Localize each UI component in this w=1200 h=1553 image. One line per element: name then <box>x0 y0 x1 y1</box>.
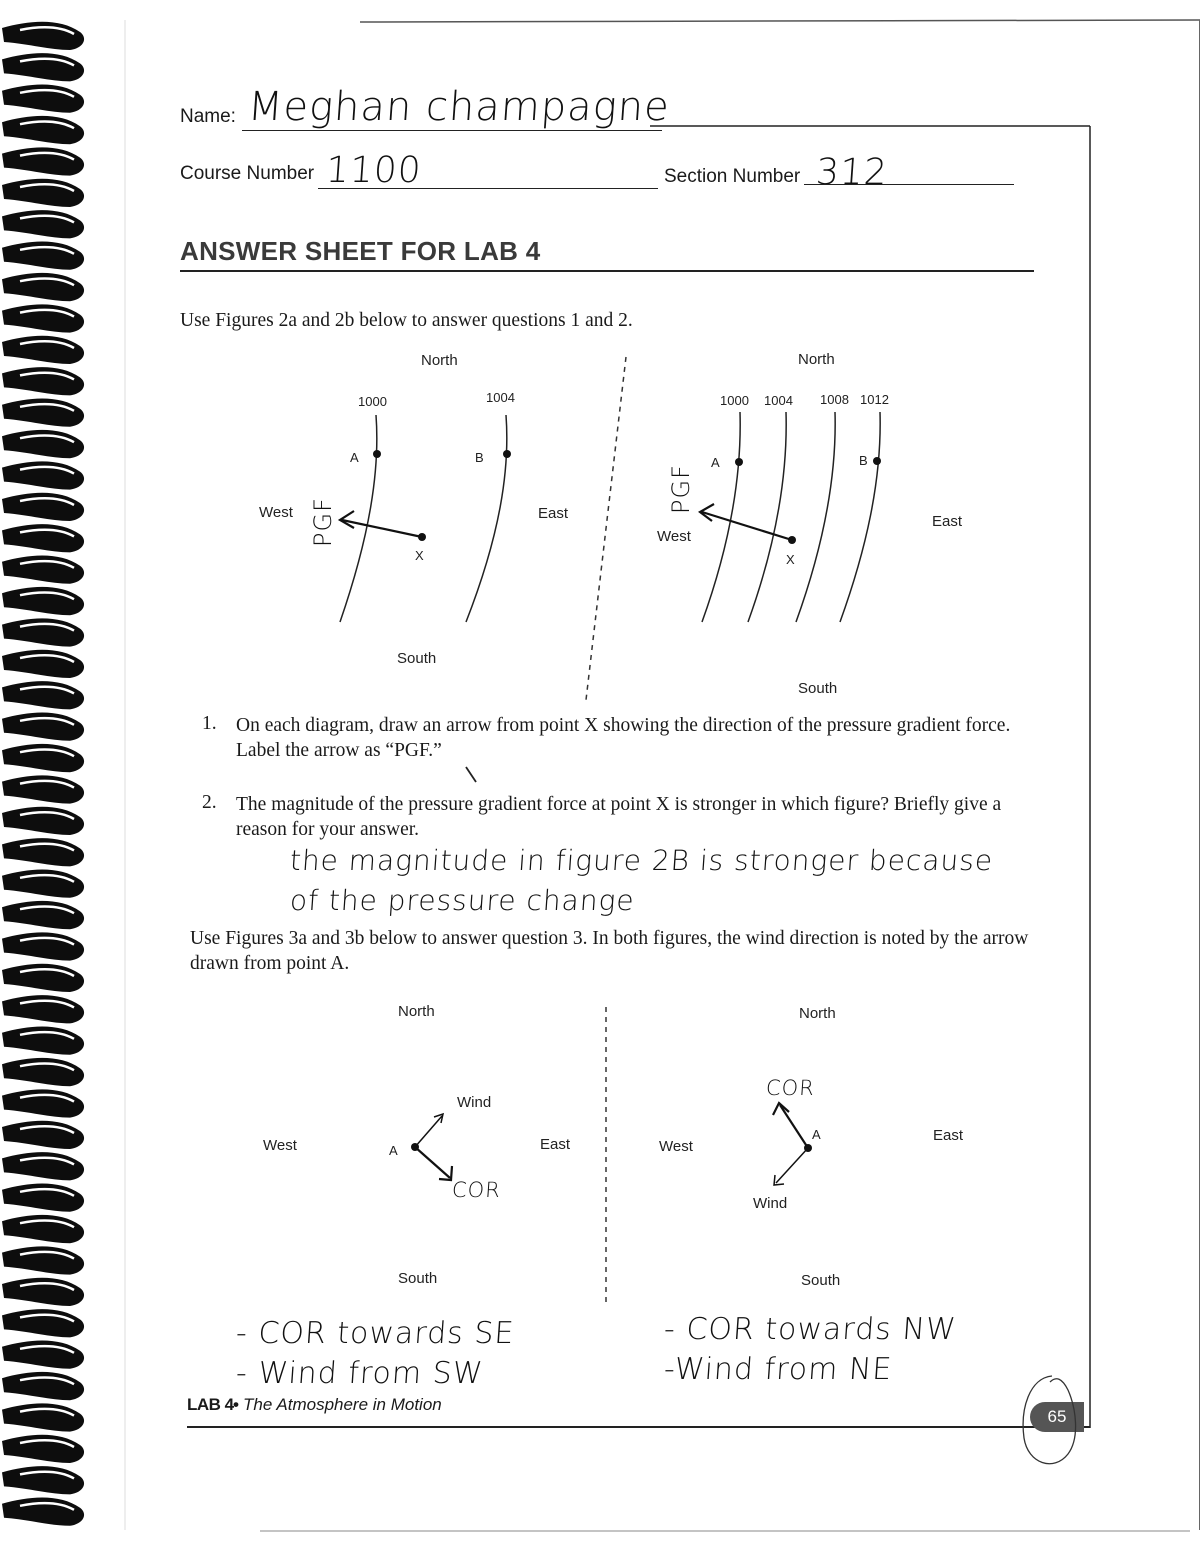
fig2b-isobar-1000: 1000 <box>720 393 749 408</box>
spiral-coil <box>2 932 84 960</box>
instructions-figures-2: Use Figures 2a and 2b below to answer questions 1 and 2. <box>180 310 633 331</box>
fig2a-north: North <box>421 352 458 369</box>
name-label: Name: <box>180 106 236 127</box>
fig3b-wind-label: Wind <box>753 1195 788 1212</box>
fig2b-point-a: A <box>711 455 720 470</box>
fig3b-answer-line-1[interactable]: - COR towards NW <box>662 1312 958 1347</box>
spiral-coil <box>2 1372 84 1400</box>
spiral-coil <box>2 1152 84 1180</box>
fig3a-answer-line-2[interactable]: - Wind from SW <box>234 1356 485 1391</box>
section-underline <box>804 184 1014 185</box>
q1-text: On each diagram, draw an arrow from point X showing the direction of the pressure gradient force. Label the arrow as “PGF.” <box>236 715 1011 761</box>
fig2b-isobar-1008: 1008 <box>820 392 849 407</box>
point-a-dot-2b <box>735 458 743 466</box>
fig2b-isobar-1004: 1004 <box>764 393 793 408</box>
isobar-1004-2b <box>748 412 786 622</box>
spiral-coil <box>2 116 84 144</box>
q2-text: The magnitude of the pressure gradient force at point X is stronger in which figure? Briefly give a reason for your answer. <box>236 794 1002 840</box>
fig3a-west: West <box>263 1137 297 1154</box>
fig3b-east: East <box>933 1127 964 1144</box>
spiral-coil <box>2 901 84 929</box>
fig3a-south: South <box>398 1270 438 1287</box>
fig2b-point-x: X <box>786 552 795 567</box>
footer-rule <box>187 1426 1090 1428</box>
course-number-label: Course Number <box>180 163 315 184</box>
figure-3-divider <box>600 1005 612 1305</box>
spiral-coil <box>2 587 84 615</box>
fig2a-isobar-1000: 1000 <box>358 394 387 409</box>
isobar-1004-2a <box>466 415 507 622</box>
spiral-coil <box>2 304 84 332</box>
fig3b-point-a: A <box>812 1127 821 1142</box>
spiral-coil <box>2 744 84 772</box>
spiral-coil <box>2 85 84 113</box>
spiral-binding <box>0 20 95 1535</box>
fig2a-point-a: A <box>350 450 359 465</box>
footer-lab: LAB 4 <box>187 1395 234 1414</box>
page-title: ANSWER SHEET FOR LAB 4 <box>180 236 541 266</box>
spiral-coil <box>2 838 84 866</box>
spiral-coil <box>2 53 84 81</box>
spiral-coil <box>2 461 84 489</box>
fig2b-south: South <box>798 680 838 697</box>
spiral-coil <box>2 964 84 992</box>
isobar-1000-2a <box>340 415 377 622</box>
wind-arrowhead-3a <box>434 1114 443 1123</box>
footer-title: The Atmosphere in Motion <box>243 1395 442 1414</box>
spiral-coil <box>2 618 84 646</box>
fig2b-isobar-1012: 1012 <box>860 392 889 407</box>
spiral-coil <box>2 775 84 803</box>
spiral-coil <box>2 1341 84 1369</box>
wind-arrow-3b <box>776 1148 808 1183</box>
point-a-dot-2a <box>373 450 381 458</box>
pgf-arrowhead-2a <box>340 511 354 528</box>
spiral-coil <box>2 1215 84 1243</box>
q2-number: 2. <box>202 792 217 813</box>
spiral-coil <box>2 1121 84 1149</box>
fig3b-answer-line-2[interactable]: -Wind from NE <box>662 1352 894 1387</box>
spiral-coil <box>2 242 84 270</box>
spiral-coil <box>2 1403 84 1431</box>
spiral-coil <box>2 336 84 364</box>
fig3a-answer-line-1[interactable]: - COR towards SE <box>234 1316 516 1351</box>
instructions-figures-3: Use Figures 3a and 3b below to answer question 3. In both figures, the wind direction is noted by the arrow drawn from point A. <box>190 928 1029 974</box>
fig3a-east: East <box>540 1136 571 1153</box>
q2-answer-line-2[interactable]: of the pressure change <box>288 884 636 917</box>
q1-number: 1. <box>202 713 217 734</box>
figure-2-divider <box>580 355 630 705</box>
point-b-dot-2b <box>873 457 881 465</box>
spiral-coil <box>2 1278 84 1306</box>
spiral-coil <box>2 713 84 741</box>
fig3a-point-a: A <box>389 1143 398 1158</box>
spiral-coil <box>2 1466 84 1494</box>
cor-arrow-3a <box>415 1147 450 1178</box>
fig2b-north: North <box>798 351 835 368</box>
isobar-1008-2b <box>796 412 835 622</box>
spiral-coil <box>2 1184 84 1212</box>
spiral-coil <box>2 1089 84 1117</box>
fig2a-point-x: X <box>415 548 424 563</box>
fig2b-point-b: B <box>859 453 868 468</box>
spiral-coil <box>2 147 84 175</box>
spiral-coil <box>2 179 84 207</box>
fig3b-south: South <box>801 1272 841 1289</box>
fig3a-wind-label: Wind <box>457 1094 492 1111</box>
name-underline <box>242 130 662 131</box>
isobar-1012-2b <box>840 412 880 622</box>
spiral-coil <box>2 210 84 238</box>
spiral-coil <box>2 681 84 709</box>
cor-arrow-3b <box>780 1105 808 1148</box>
fig2a-isobar-1004: 1004 <box>486 390 515 405</box>
spiral-coil <box>2 493 84 521</box>
spiral-coil <box>2 807 84 835</box>
spiral-coil <box>2 870 84 898</box>
spiral-coil <box>2 367 84 395</box>
figure-3b <box>760 1095 840 1195</box>
spiral-coil <box>2 430 84 458</box>
fig3a-cor-label: COR <box>451 1178 502 1202</box>
spiral-coil <box>2 1246 84 1274</box>
page-number-circle-scribble <box>1010 1368 1090 1478</box>
footer-separator: • <box>233 1395 239 1414</box>
spiral-coil <box>2 995 84 1023</box>
spiral-coil <box>2 524 84 552</box>
q2-answer-line-1[interactable]: the magnitude in figure 2B is stronger because <box>288 844 995 877</box>
spiral-coil <box>2 556 84 584</box>
fig2b-west: West <box>657 528 691 545</box>
pgf-arrow-2b <box>702 512 792 540</box>
spiral-coil <box>2 1498 84 1526</box>
spiral-coil <box>2 1027 84 1055</box>
section-number-label: Section Number <box>664 166 801 187</box>
spiral-coil <box>2 273 84 301</box>
course-number-value[interactable]: 1100 <box>324 150 424 191</box>
spiral-coil <box>2 1058 84 1086</box>
name-value[interactable]: Meghan champagne <box>246 84 672 130</box>
spiral-coil <box>2 399 84 427</box>
fig3b-cor-label: COR <box>765 1076 816 1100</box>
fig2a-east: East <box>538 505 569 522</box>
point-b-dot-2a <box>503 450 511 458</box>
course-underline <box>318 188 658 189</box>
fig2a-south: South <box>397 650 437 667</box>
stray-pen-mark <box>462 764 482 786</box>
section-number-value[interactable]: 312 <box>814 152 890 193</box>
spiral-coil <box>2 1309 84 1337</box>
figure-3a <box>390 1100 490 1190</box>
wind-arrow-3a <box>415 1116 442 1147</box>
fig2b-east: East <box>932 513 963 530</box>
fig2a-point-b: B <box>475 450 484 465</box>
title-rule <box>180 270 1034 272</box>
spiral-coil <box>2 1435 84 1463</box>
page-number: 65 <box>1030 1402 1084 1432</box>
fig2a-pgf-label: PGF <box>308 497 337 547</box>
fig2a-west: West <box>259 504 293 521</box>
fig2b-pgf-label: PGF <box>666 464 695 514</box>
spiral-coil <box>2 650 84 678</box>
spiral-coil <box>2 22 84 50</box>
fig3a-north: North <box>398 1003 435 1020</box>
fig3b-west: West <box>659 1138 693 1155</box>
pgf-arrow-2a <box>342 520 422 537</box>
fig3b-north: North <box>799 1005 836 1022</box>
